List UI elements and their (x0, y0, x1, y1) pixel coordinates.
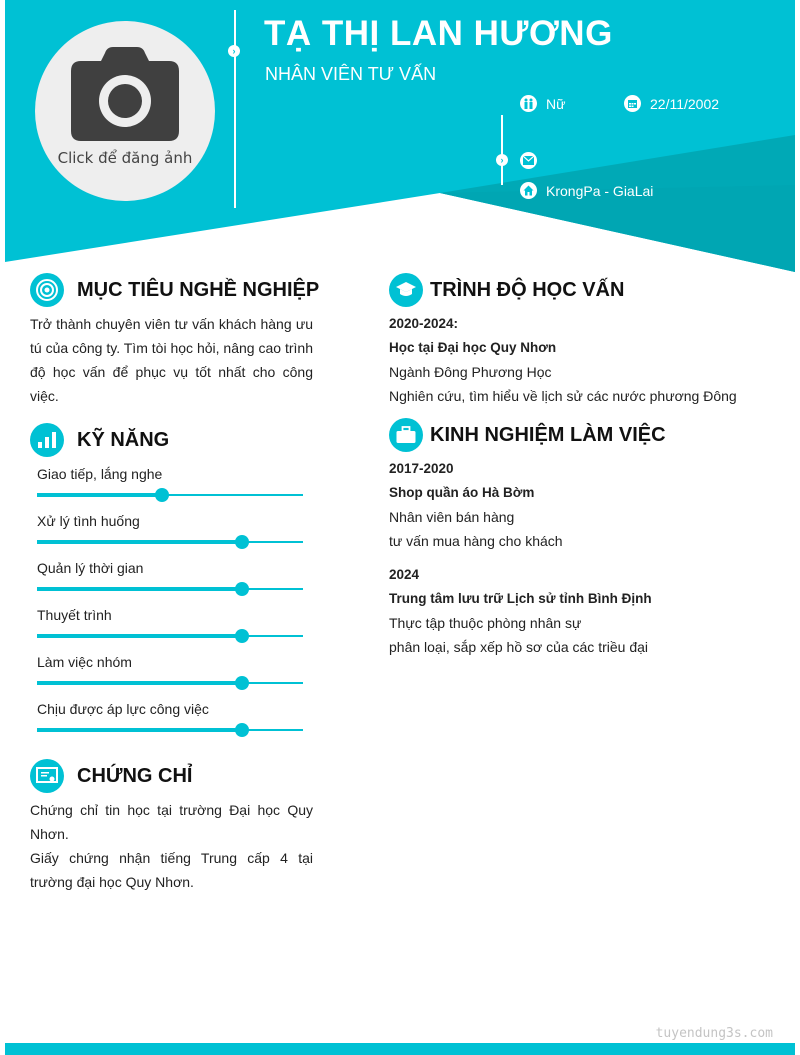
birthdate-info (624, 95, 719, 112)
contact-divider (501, 115, 503, 185)
job-desc: phân loại, sắp xếp hồ sơ của các triều đại (389, 639, 649, 655)
skill-fill (37, 681, 242, 685)
skill-fill (37, 540, 242, 544)
chevron-right-icon: › (228, 45, 240, 57)
skill-handle[interactable] (235, 582, 249, 596)
skill-item (37, 607, 303, 642)
gender-value: Nữ (546, 95, 566, 112)
skills-heading (30, 423, 169, 457)
skill-fill (37, 728, 242, 732)
skill-item (37, 466, 303, 501)
camera-icon (71, 47, 179, 141)
watermark: tuyendung3s.com (655, 1026, 773, 1041)
skill-handle[interactable] (235, 629, 249, 643)
experience-job-2 (389, 563, 789, 659)
home-icon (520, 182, 537, 199)
target-icon (30, 273, 64, 307)
education-major: Ngành Đông Phương Học (389, 364, 552, 380)
header-divider (234, 10, 236, 208)
job-company: Trung tâm lưu trữ Lịch sử tỉnh Bình Định (389, 591, 652, 606)
job-period: 2024 (389, 567, 420, 582)
job-role: Thực tập thuộc phòng nhân sự (389, 615, 582, 631)
skill-handle[interactable] (235, 676, 249, 690)
calendar-icon (624, 95, 641, 112)
education-title: TRÌNH ĐỘ HỌC VẤN (430, 278, 625, 301)
skill-fill (37, 587, 242, 591)
skill-handle[interactable] (235, 723, 249, 737)
education-details (389, 312, 789, 408)
skill-name: Thuyết trình (37, 607, 112, 623)
education-heading (389, 273, 624, 307)
skills-title: KỸ NĂNG (77, 428, 170, 451)
email-info (520, 152, 546, 169)
certificate-1: Chứng chỉ tin học tại trường Đại học Quy Nhơn. (30, 802, 313, 842)
chevron-right-icon: › (496, 154, 508, 166)
experience-title: KINH NGHIỆM LÀM VIỆC (430, 423, 666, 446)
education-desc: Nghiên cứu, tìm hiểu về lịch sử các nước phương Đông (389, 388, 737, 404)
avatar-upload[interactable] (35, 21, 215, 201)
skill-item (37, 654, 303, 689)
education-school: Học tại Đại học Quy Nhơn (389, 340, 557, 355)
skill-slider[interactable] (37, 583, 303, 595)
job-period: 2017-2020 (389, 461, 454, 476)
full-name: TẠ THỊ LAN HƯƠNG (264, 14, 613, 53)
job-role: Nhân viên bán hàng (389, 509, 515, 525)
certificates-heading (30, 759, 192, 793)
graduation-cap-icon (389, 273, 423, 307)
gender-icon (520, 95, 537, 112)
gender-info (520, 95, 565, 112)
skill-item (37, 701, 303, 736)
certificate-2: Giấy chứng nhận tiếng Trung cấp 4 tại trường đại học Quy Nhơn. (30, 850, 313, 890)
skill-handle[interactable] (235, 535, 249, 549)
skill-name: Quản lý thời gian (37, 560, 144, 576)
skill-slider[interactable] (37, 630, 303, 642)
skill-name: Xử lý tình huống (37, 513, 140, 529)
skill-fill (37, 634, 242, 638)
photo-label: Click để đăng ảnh (57, 149, 193, 167)
skill-slider[interactable] (37, 489, 303, 501)
skill-name: Làm việc nhóm (37, 654, 132, 670)
skill-name: Giao tiếp, lắng nghe (37, 466, 163, 482)
experience-heading (389, 418, 666, 452)
certificate-icon (30, 759, 64, 793)
skill-handle[interactable] (155, 488, 169, 502)
briefcase-icon (389, 418, 423, 452)
skill-slider[interactable] (37, 536, 303, 548)
experience-job-1 (389, 457, 789, 553)
bar-chart-icon (30, 423, 64, 457)
job-desc: tư vấn mua hàng cho khách (389, 533, 563, 549)
footer-bar (5, 1043, 795, 1055)
job-position: NHÂN VIÊN TƯ VẤN (265, 64, 437, 84)
skill-fill (37, 493, 162, 497)
skill-item (37, 513, 303, 548)
certificates-title: CHỨNG CHỈ (77, 764, 193, 787)
skill-item (37, 560, 303, 595)
education-period: 2020-2024: (389, 316, 459, 331)
address-info (520, 182, 653, 199)
skill-name: Chịu được áp lực công việc (37, 701, 209, 717)
skill-slider[interactable] (37, 677, 303, 689)
address-value: KrongPa - GiaLai (546, 182, 654, 199)
skill-slider[interactable] (37, 724, 303, 736)
objective-heading (30, 273, 319, 307)
email-icon (520, 152, 537, 169)
birthdate-value: 22/11/2002 (650, 95, 720, 112)
objective-text: Trở thành chuyên viên tư vấn khách hàng ưu tú của công ty. Tìm tòi học hỏi, nâng cao trình độ học vấn để phục vụ tốt nhất cho công việc. (30, 316, 313, 404)
objective-title: MỤC TIÊU NGHỀ NGHIỆP (77, 278, 320, 301)
job-company: Shop quần áo Hà Bờm (389, 485, 535, 500)
